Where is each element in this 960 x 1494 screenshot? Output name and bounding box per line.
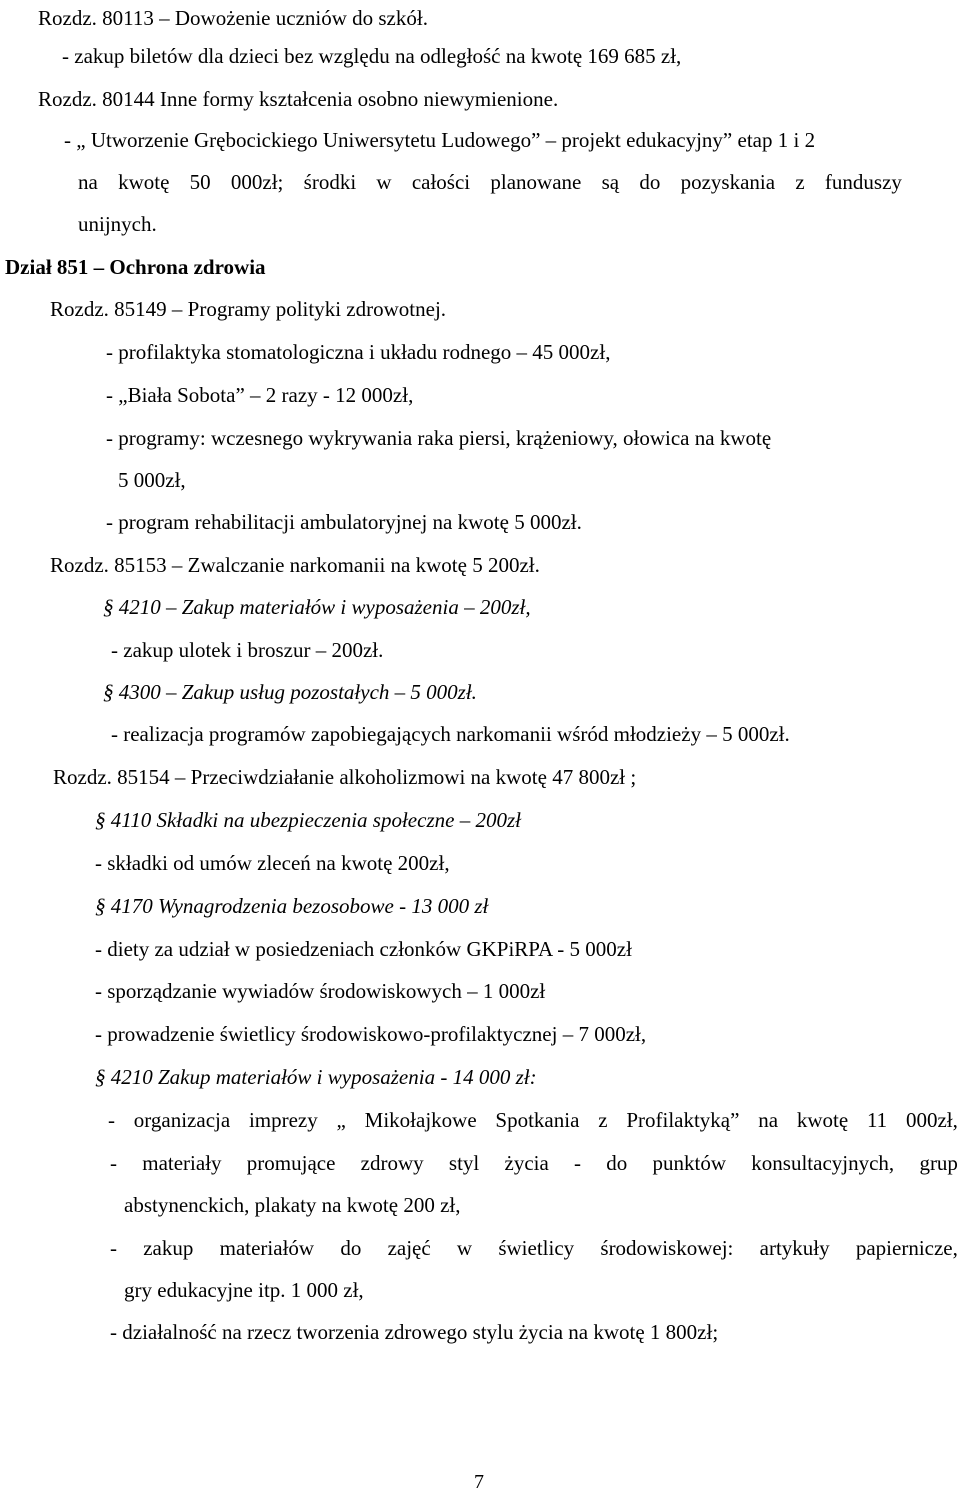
word: konsultacyjnych, (751, 1151, 895, 1175)
word: środki (303, 170, 357, 194)
word: - (110, 1151, 117, 1175)
word: Mikołajkowe (364, 1108, 477, 1132)
list-item: - działalność na rzecz tworzenia zdrowego stylu życia na kwotę 1 800zł; (110, 1320, 719, 1344)
list-item: - diety za udział w posiedzeniach członków GKPiRPA - 5 000zł (95, 937, 632, 961)
word: zdrowy (360, 1151, 424, 1175)
word: imprezy (248, 1108, 318, 1132)
word: środowiskowej: (600, 1236, 734, 1260)
list-item-continuation: gry edukacyjne itp. 1 000 zł, (124, 1278, 364, 1302)
word: 11 (866, 1108, 888, 1132)
word: promujące (246, 1151, 336, 1175)
word: kwotę (796, 1108, 849, 1132)
word: na (758, 1108, 779, 1132)
list-item-continuation: abstynenckich, plakaty na kwotę 200 zł, (124, 1193, 461, 1217)
section-heading-85149: Rozdz. 85149 – Programy polityki zdrowotnej. (50, 297, 447, 321)
list-item: - profilaktyka stomatologiczna i układu rodnego – 45 000zł, (106, 340, 611, 364)
word: - (110, 1236, 117, 1260)
word: papiernicze, (855, 1236, 958, 1260)
word: Profilaktyką” (626, 1108, 740, 1132)
list-item-justified (110, 1236, 958, 1260)
list-item: - zakup ulotek i broszur – 200zł. (111, 638, 384, 662)
word: są (601, 170, 620, 194)
list-item: - programy: wczesnego wykrywania raka piersi, krążeniowy, ołowica na kwotę (106, 426, 772, 450)
word: styl (448, 1151, 480, 1175)
word: 50 (189, 170, 211, 194)
word: do (340, 1236, 362, 1260)
word: artykuły (759, 1236, 830, 1260)
list-item: - sporządzanie wywiadów środowiskowych – 1 000zł (95, 979, 546, 1003)
word: punktów (652, 1151, 727, 1175)
list-item-continuation: 5 000zł, (118, 468, 186, 492)
word: organizacja (133, 1108, 231, 1132)
paragraph-4210: § 4210 – Zakup materiałów i wyposażenia – 200zł, (103, 595, 531, 619)
word: z (598, 1108, 608, 1132)
word: - (574, 1151, 582, 1175)
list-item-justified (108, 1108, 958, 1132)
word: materiały (142, 1151, 222, 1175)
word: życia (504, 1151, 549, 1175)
word: kwotę (118, 170, 170, 194)
word: materiałów (219, 1236, 315, 1260)
word: na (78, 170, 98, 194)
word: grup (919, 1151, 958, 1175)
word: pozyskania (680, 170, 776, 194)
word: zakup (143, 1236, 194, 1260)
list-item: - składki od umów zleceń na kwotę 200zł, (95, 851, 450, 875)
section-heading-85153: Rozdz. 85153 – Zwalczanie narkomanii na kwotę 5 200zł. (50, 553, 540, 577)
word: do (639, 170, 661, 194)
list-item: - „ Utworzenie Grębocickiego Uniwersytetu Ludowego” – projekt edukacyjny” etap 1 i 2 (64, 128, 816, 152)
paragraph-4110: § 4110 Składki na ubezpieczenia społeczne – 200zł (95, 808, 521, 832)
chapter-heading-851: Dział 851 – Ochrona zdrowia (5, 255, 266, 279)
word: „ (336, 1108, 346, 1132)
word: z (795, 170, 805, 194)
word: całości (411, 170, 471, 194)
page-number: 7 (474, 1471, 484, 1493)
section-heading-80113: Rozdz. 80113 – Dowożenie uczniów do szkół. (38, 6, 428, 30)
list-item: - realizacja programów zapobiegających narkomanii wśród młodzieży – 5 000zł. (111, 722, 790, 746)
list-item-justified (78, 170, 902, 194)
list-item-continuation: unijnych. (78, 212, 157, 236)
list-item: - program rehabilitacji ambulatoryjnej na kwotę 5 000zł. (106, 510, 582, 534)
paragraph-4170: § 4170 Wynagrodzenia bezosobowe - 13 000 zł (95, 894, 489, 918)
word: planowane (490, 170, 582, 194)
word: 000zł; (230, 170, 284, 194)
word: - (108, 1108, 115, 1132)
list-item: - „Biała Sobota” – 2 razy - 12 000zł, (106, 383, 414, 407)
word: 000zł, (905, 1108, 958, 1132)
section-heading-80144: Rozdz. 80144 Inne formy kształcenia osobno niewymienione. (38, 87, 559, 111)
word: w (456, 1236, 473, 1260)
list-item: - zakup biletów dla dzieci bez względu na odległość na kwotę 169 685 zł, (62, 44, 682, 68)
paragraph-4300: § 4300 – Zakup usług pozostałych – 5 000zł. (103, 680, 477, 704)
word: funduszy (824, 170, 902, 194)
word: świetlicy (498, 1236, 575, 1260)
word: w (376, 170, 392, 194)
section-heading-85154: Rozdz. 85154 – Przeciwdziałanie alkoholizmowi na kwotę 47 800zł ; (53, 765, 637, 789)
word: do (606, 1151, 628, 1175)
word: zajęć (387, 1236, 431, 1260)
list-item-justified (110, 1151, 958, 1175)
word: Spotkania (495, 1108, 580, 1132)
list-item: - prowadzenie świetlicy środowiskowo-profilaktycznej – 7 000zł, (95, 1022, 647, 1046)
paragraph-4210-b: § 4210 Zakup materiałów i wyposażenia - 14 000 zł: (95, 1065, 537, 1089)
